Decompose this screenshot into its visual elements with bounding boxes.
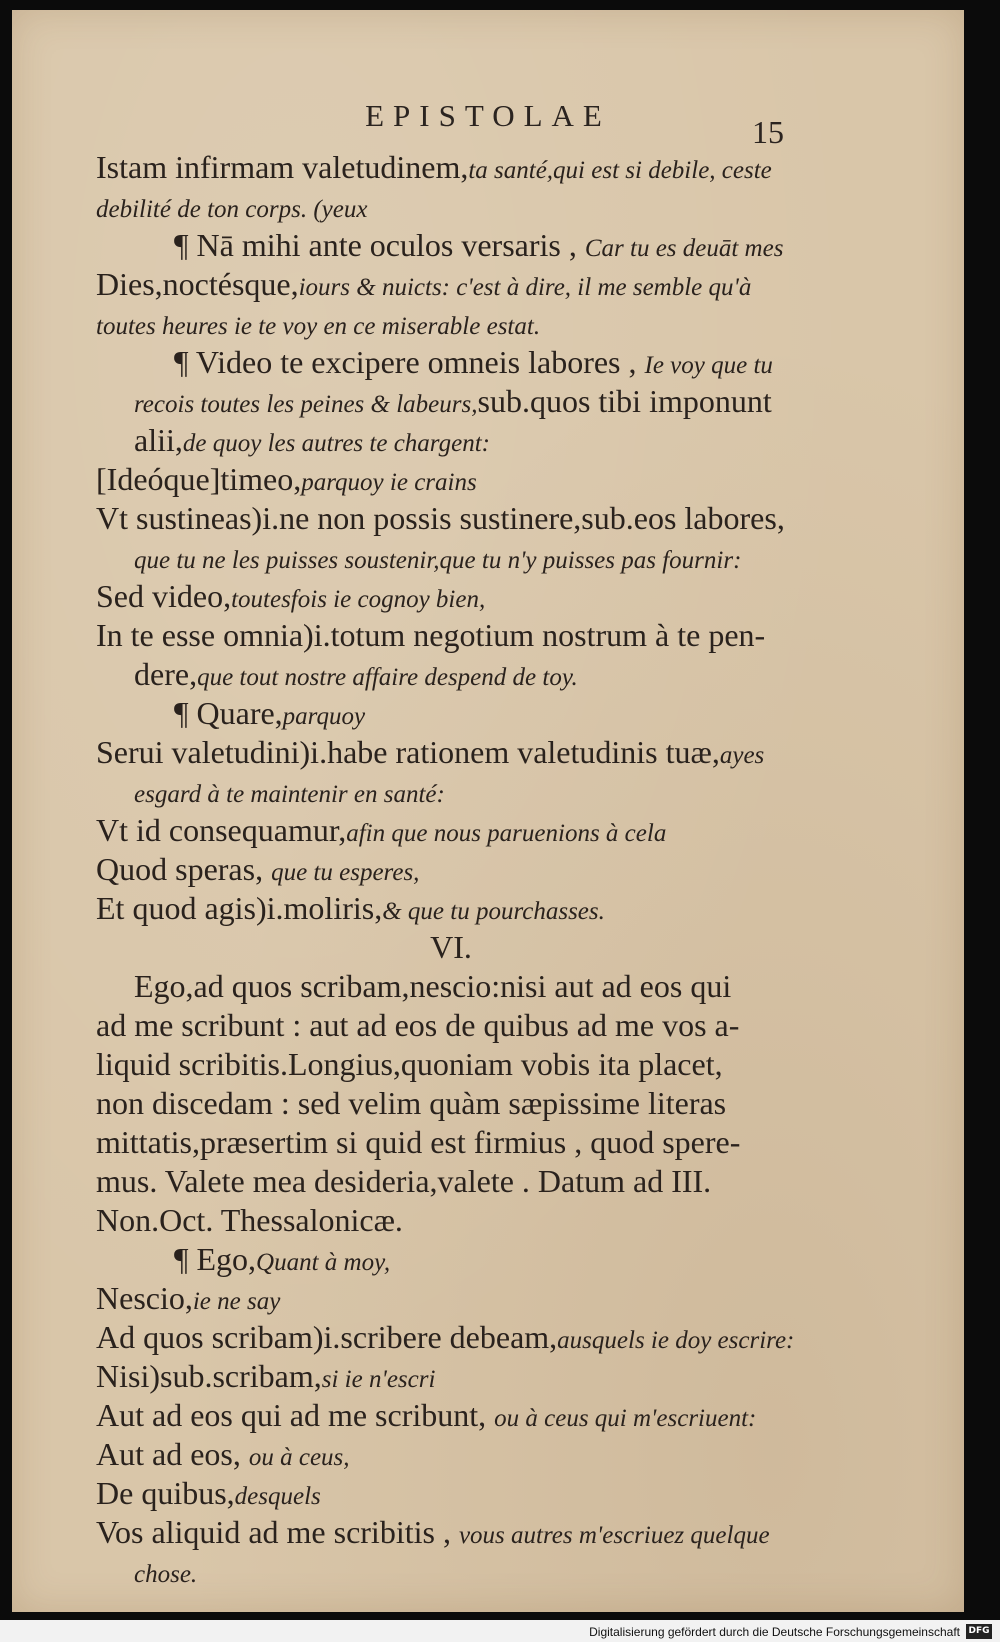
latin-text: Ego,ad quos scribam,nescio:nisi aut ad eos qui xyxy=(134,968,732,1004)
footer-bar xyxy=(0,1620,1000,1642)
latin-text: Ad quos scribam)i.scribere debeam, xyxy=(96,1319,558,1355)
french-gloss: iours & nuicts: c'est à dire, il me semble qu'à xyxy=(298,274,752,301)
text-line xyxy=(96,499,806,538)
text-line xyxy=(96,1474,806,1513)
latin-text: Aut ad eos qui ad me scribunt, xyxy=(96,1397,495,1433)
text-line xyxy=(96,1357,806,1396)
latin-text: Nescio, xyxy=(96,1280,193,1316)
text-line xyxy=(96,304,806,343)
text-line xyxy=(96,1513,806,1552)
french-gloss: que tu esperes, xyxy=(271,859,420,886)
latin-text: alii, xyxy=(134,422,183,458)
latin-text: Dies,noctésque, xyxy=(96,266,299,302)
french-gloss: ie ne say xyxy=(192,1288,281,1315)
latin-text: mus. Valete mea desideria,valete . Datum ad III. xyxy=(96,1163,712,1199)
french-gloss: Ie voy que tu xyxy=(644,352,773,379)
french-gloss: (yeux xyxy=(307,196,368,223)
french-gloss: esgard à te maintenir en santé: xyxy=(134,781,445,808)
french-gloss: chose. xyxy=(134,1561,198,1588)
text-line xyxy=(96,148,806,187)
latin-text: Aut ad eos, xyxy=(96,1436,249,1472)
dfg-logo: DFG xyxy=(966,1624,992,1639)
french-gloss: ou à ceus, xyxy=(248,1444,350,1471)
french-gloss: desquels xyxy=(234,1483,321,1510)
french-gloss: toutes heures ie te voy en ce miserable estat. xyxy=(96,313,541,340)
text-line xyxy=(96,1201,806,1240)
latin-text: Et quod agis)i.moliris, xyxy=(96,890,383,926)
text-line xyxy=(96,850,806,889)
latin-text: VI. xyxy=(430,929,472,965)
french-gloss: ayes xyxy=(719,742,765,769)
french-gloss: si ie n'escri xyxy=(321,1366,436,1393)
latin-text: Vos aliquid ad me scribitis , xyxy=(96,1514,459,1550)
text-line xyxy=(96,1084,806,1123)
text-line xyxy=(96,1435,806,1474)
text-line xyxy=(96,1006,806,1045)
text-line xyxy=(96,382,806,421)
text-line xyxy=(96,343,806,382)
text-line xyxy=(96,616,806,655)
running-title: EPISTOLAE xyxy=(365,98,611,133)
latin-text: Non.Oct. Thessalonicæ. xyxy=(96,1202,403,1238)
french-gloss: Car tu es deuāt mes xyxy=(584,235,784,262)
text-line xyxy=(96,577,806,616)
latin-text: mittatis,præsertim si quid est firmius , quod spere- xyxy=(96,1124,741,1160)
latin-text: ¶ Ego, xyxy=(174,1241,257,1277)
french-gloss: toutesfois ie cognoy bien, xyxy=(231,586,486,613)
latin-text: ¶ Quare, xyxy=(174,695,283,731)
french-gloss: parquoy ie crains xyxy=(301,469,477,496)
latin-text: liquid scribitis.Longius,quoniam vobis ita placet, xyxy=(96,1046,723,1082)
text-line xyxy=(96,226,806,265)
latin-text: Serui valetudini)i.habe rationem valetudinis tuæ, xyxy=(96,734,720,770)
latin-text: ad me scribunt : aut ad eos de quibus ad me vos a- xyxy=(96,1007,740,1043)
text-line xyxy=(96,1396,806,1435)
latin-text: sub.quos tibi imponunt xyxy=(477,383,772,419)
latin-text: Vt id consequamur, xyxy=(96,812,347,848)
text-block xyxy=(96,148,806,1591)
text-line xyxy=(96,187,806,226)
latin-text: dere, xyxy=(134,656,198,692)
latin-text: ¶ Video te excipere omneis labores , xyxy=(174,344,645,380)
text-line xyxy=(96,733,806,772)
text-line xyxy=(96,928,806,967)
french-gloss: recois toutes les peines & labeurs, xyxy=(134,391,478,418)
text-line xyxy=(96,772,806,811)
text-line xyxy=(96,811,806,850)
latin-text: [Ideóque]timeo, xyxy=(96,461,302,497)
footer-credit: Digitalisierung gefördert durch die Deutsche Forschungsgemeinschaft xyxy=(589,1625,960,1639)
french-gloss: debilité de ton corps. xyxy=(96,196,308,223)
text-line xyxy=(96,1123,806,1162)
french-gloss: & que tu pourchasses. xyxy=(382,898,605,925)
latin-text: Istam infirmam valetudinem, xyxy=(96,149,469,185)
latin-text: Vt sustineas)i.ne non possis sustinere,sub.eos labores, xyxy=(96,500,785,536)
book-page xyxy=(12,10,964,1612)
french-gloss: que tout nostre affaire despend de toy. xyxy=(197,664,578,691)
text-line xyxy=(96,538,806,577)
french-gloss: vous autres m'escriuez quelque xyxy=(458,1522,770,1549)
page-number: 15 xyxy=(752,114,784,150)
french-gloss: que tu ne les puisses soustenir,que tu n'y puisses pas fournir: xyxy=(134,547,742,574)
text-line xyxy=(96,1162,806,1201)
text-line xyxy=(96,1552,806,1591)
latin-text: non discedam : sed velim quàm sæpissime literas xyxy=(96,1085,727,1121)
text-line xyxy=(96,421,806,460)
french-gloss: parquoy xyxy=(282,703,366,730)
text-line xyxy=(96,1279,806,1318)
text-line xyxy=(96,889,806,928)
french-gloss: ta santé,qui est si debile, ceste xyxy=(468,157,772,184)
french-gloss: ou à ceus qui m'escriuent: xyxy=(494,1405,757,1432)
text-line xyxy=(96,1240,806,1279)
latin-text: Sed video, xyxy=(96,578,232,614)
latin-text: Quod speras, xyxy=(96,851,272,887)
latin-text: Nisi)sub.scribam, xyxy=(96,1358,322,1394)
french-gloss: Quant à moy, xyxy=(256,1249,391,1276)
french-gloss: ausquels ie doy escrire: xyxy=(557,1327,795,1354)
latin-text: In te esse omnia)i.totum negotium nostrum à te pen- xyxy=(96,617,766,653)
text-line xyxy=(96,694,806,733)
text-line xyxy=(96,265,806,304)
text-line xyxy=(96,1045,806,1084)
french-gloss: de quoy les autres te chargent: xyxy=(182,430,490,457)
latin-text: ¶ Nā mihi ante oculos versaris , xyxy=(174,227,585,263)
text-line xyxy=(96,967,806,1006)
text-line xyxy=(96,460,806,499)
text-line xyxy=(96,1318,806,1357)
latin-text: De quibus, xyxy=(96,1475,235,1511)
french-gloss: afin que nous paruenions à cela xyxy=(346,820,667,847)
text-line xyxy=(96,655,806,694)
